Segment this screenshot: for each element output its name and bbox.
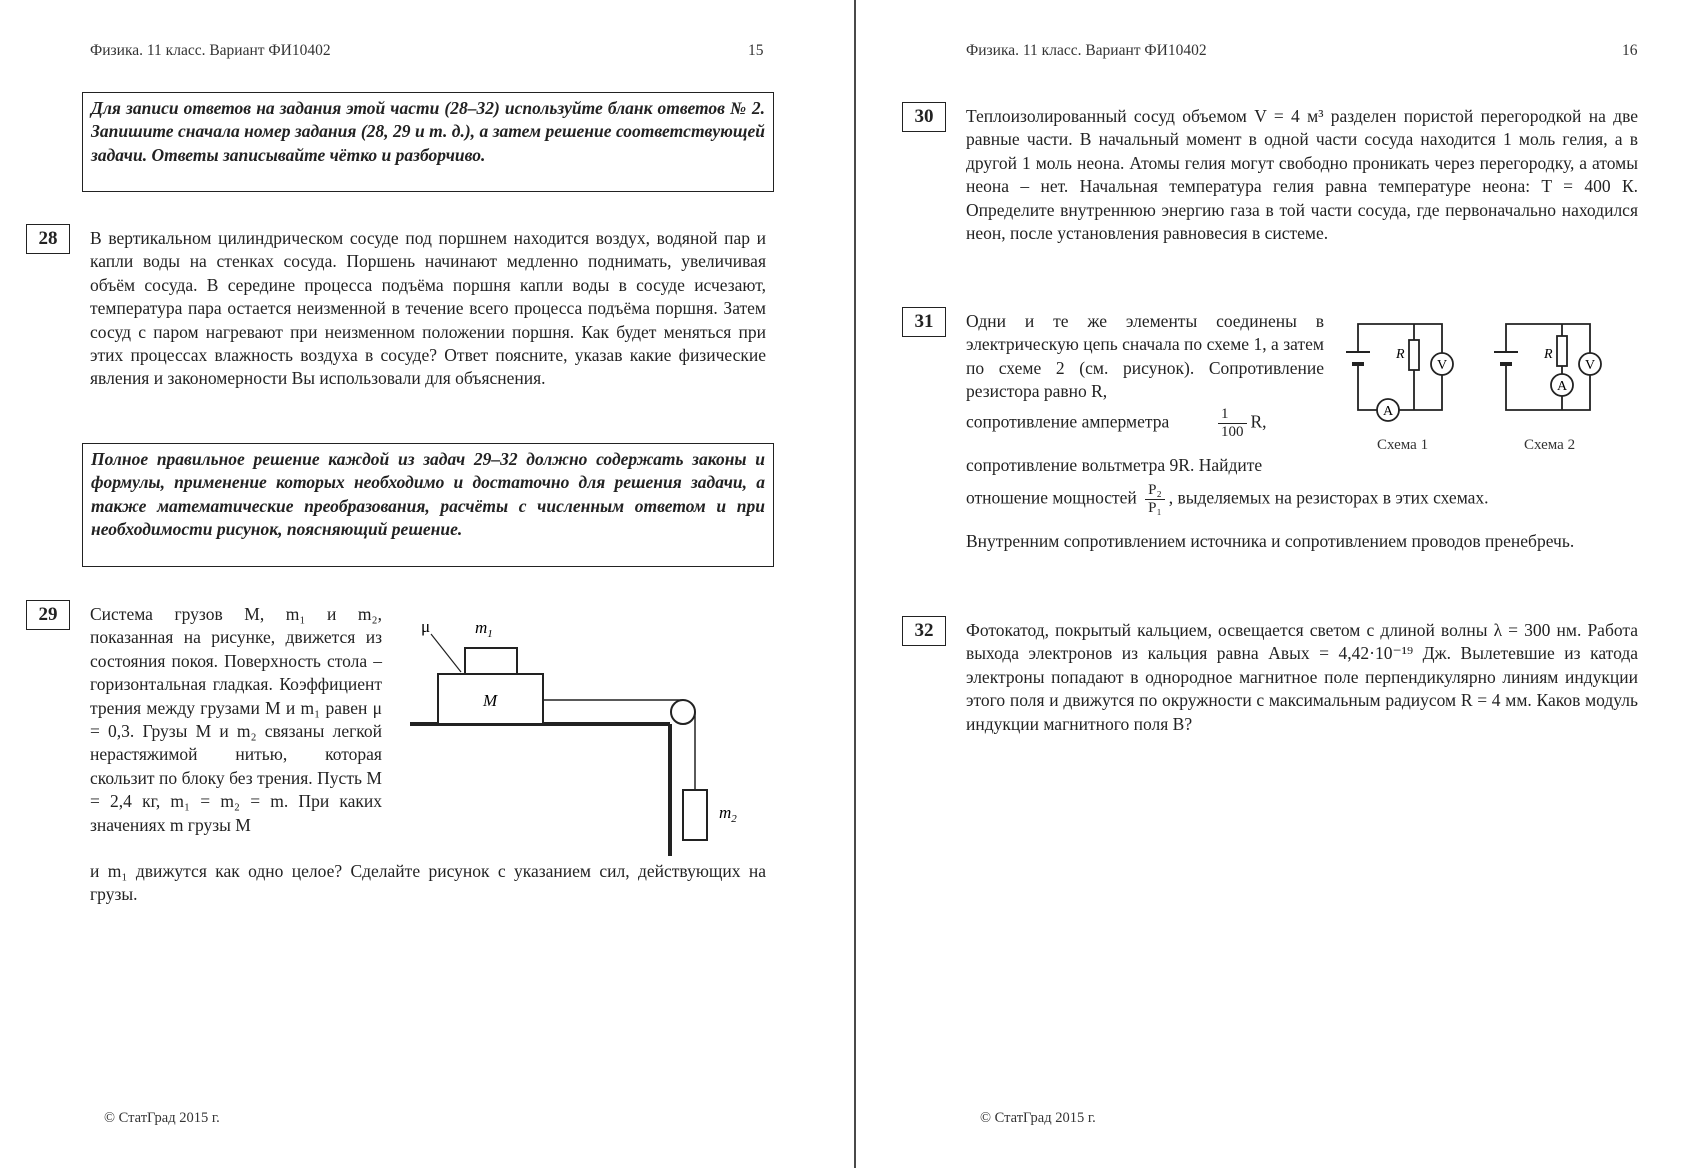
solution-requirements-box: Полное правильное решение каждой из задач 29–32 должно содержать законы и формулы, применение которых необходимо и достаточно для решения задачи, а также математические преобразования, расчёты с численным ответом и при необходимости рисунок, поясняющий решение.: [82, 443, 774, 567]
question-31-voltmeter-line: сопротивление вольтметра 9R. Найдите: [966, 455, 1263, 475]
ammeter-R: R,: [1250, 411, 1267, 432]
question-31-ammeter-line: [966, 406, 1324, 441]
question-32-text: Фотокатод, покрытый кальцием, освещается светом с длиной волны λ = 300 нм. Работа выхода электронов из кальция равна Aвых = 4,42·10⁻¹⁹ Дж. Вылетевшие из катода электроны попадают в однородное магнитное поле перпендикулярно линиям индукции этого поля и движутся по окружности с максимальным радиусом R = 4 мм. Каков модуль индукции магнитного поля B?: [966, 620, 1638, 734]
ammeter-label: A: [1383, 404, 1394, 419]
question-29-text-part2: и m₁ движутся как одно целое? Сделайте рисунок с указанием сил, действующих на грузы.: [90, 861, 766, 905]
question-31-text-bottom: Внутренним сопротивлением источника и сопротивлением проводов пренебречь.: [966, 531, 1575, 551]
circuit-schemes-figure: [1334, 318, 1634, 428]
resistor-label: R: [1396, 347, 1405, 362]
page-number: 15: [748, 42, 764, 59]
ratio-text-after: , выделяемых на резисторах в этих схемах.: [1168, 487, 1489, 508]
ratio-text: отношение мощностей: [966, 487, 1137, 508]
resistor-label: R: [1544, 347, 1553, 362]
mu-pointer-line: [431, 634, 461, 672]
ammeter-text: сопротивление амперметра: [966, 411, 1170, 432]
question-30-text: Теплоизолированный сосуд объемом V = 4 м³ разделен пористой перегородкой на две равные части. В начальный момент в одной части сосуда находится 1 моль гелия, а в другой 1 моль неона. Атомы гелия могут свободно проникать через перегородку, а атомы неона – нет. Начальная температура гелия равна температуре неона: T = 400 К. Определите внутреннюю энергию газа в той части сосуда, где первоначально находился неон, после установления равновесия в системе.: [966, 106, 1638, 244]
block-m1: [465, 648, 517, 674]
scheme-2-circuit: [1494, 324, 1601, 410]
scheme-2-caption: Схема 2: [1524, 437, 1576, 453]
label-mu: μ: [421, 617, 431, 636]
scheme-1-caption: Схема 1: [1377, 437, 1429, 453]
pulley: [671, 700, 695, 724]
question-number-29: 29: [26, 600, 70, 630]
block-m2: [683, 790, 707, 840]
ammeter-fraction: $\frac{1}{100}$: [1218, 406, 1247, 441]
question-number-28: 28: [26, 224, 70, 254]
power-ratio-fraction: $\frac{\text{P₂}}{\text{P₁}}$: [1145, 482, 1165, 517]
page-footer: © СтатГрад 2015 г.: [980, 1110, 1096, 1126]
label-m2: $m_2$: [719, 803, 737, 825]
question-29-text-part1: Система грузов M, m₁ и m₂, показанная на рисунке, движется из состояния покоя. Поверхность стола – горизонтальная гладкая. Коэффициент трения между грузами M и m₁ равен μ = 0,3. Грузы M и m₂ связаны легкой нерастяжимой нитью, которая скользит по блоку без трения. Пусть M = 2,4 кг, m₁ = m₂ = m. При каких значениях m грузы M: [90, 604, 382, 835]
voltmeter-label: V: [1437, 358, 1448, 373]
page-header: Физика. 11 класс. Вариант ФИ10402: [90, 42, 331, 59]
page-header: Физика. 11 класс. Вариант ФИ10402: [966, 42, 1207, 59]
question-28-text: В вертикальном цилиндрическом сосуде под поршнем находится воздух, водяной пар и капли воды на стенках сосуда. Поршень начинают медленно поднимать, увеличивая объём сосуда. В середине процесса подъёма поршня капли воды в сосуде исчезают, температура пара остается неизменной в течение всего процесса подъёма поршня. Затем сосуд с паром нагревают при неизменном положении поршня. Как будет меняться при этих процессах влажность воздуха в сосуде? Ответ поясните, указав какие физические явления и закономерности Вы использовали для объяснения.: [90, 228, 766, 389]
instruction-box: Для записи ответов на задания этой части (28–32) используйте бланк ответов № 2. Запишите сначала номер задания (28, 29 и т. д.), а затем решение соответствующей задачи. Ответы записывайте чётко и разборчиво.: [82, 92, 774, 192]
scheme-1-circuit: [1346, 324, 1453, 421]
question-number-30: 30: [902, 102, 946, 132]
page-footer: © СтатГрад 2015 г.: [104, 1110, 220, 1126]
question-31-text-top: Одни и те же элементы соединены в электрическую цепь сначала по схеме 1, а затем по схеме 2 (см. рисунок). Сопротивление резистора равно R,: [966, 311, 1324, 402]
page-number: 16: [1622, 42, 1638, 59]
question-number-31: 31: [902, 307, 946, 337]
ammeter-label: A: [1557, 379, 1568, 394]
question-31-ratio-line: [966, 482, 1638, 517]
question-number-32: 32: [902, 616, 946, 646]
voltmeter-label: V: [1585, 358, 1596, 373]
label-M: M: [483, 691, 498, 710]
label-m1: $m_1$: [475, 618, 493, 640]
resistor: [1557, 336, 1567, 366]
pulley-system-figure: [405, 608, 745, 858]
resistor: [1409, 340, 1419, 370]
page-16: [856, 0, 1706, 1168]
